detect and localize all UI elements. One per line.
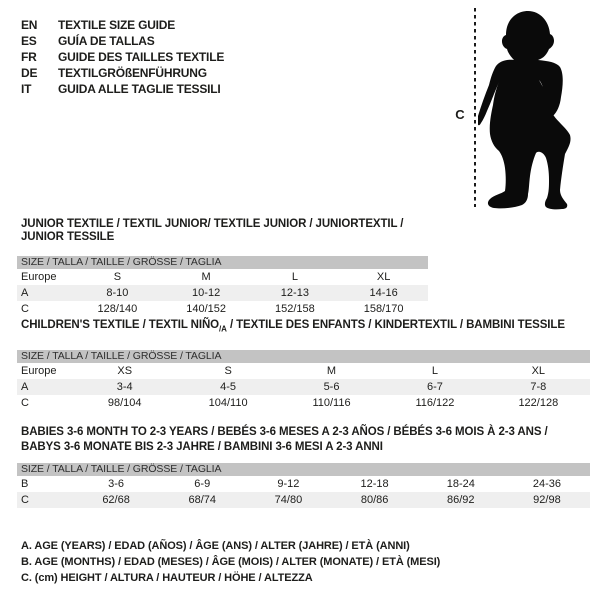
cell: 7-8 [530, 381, 547, 394]
table-row-europe [17, 363, 590, 379]
cell: M [201, 271, 211, 283]
language-code: EN [21, 18, 38, 32]
size-header-bar: SIZE / TALLA / TAILLE / GRÖSSE / TAGLIA [17, 350, 590, 363]
title-text: CHILDREN'S TEXTILE / TEXTIL NIÑO [21, 319, 220, 331]
cell: 6-9 [194, 478, 211, 490]
cell: 68/74 [188, 494, 217, 506]
title-text: / TEXTILE DES ENFANTS / KINDERTEXTIL / BAMBINI TESSILE [226, 319, 565, 331]
row-label: C [21, 494, 29, 506]
cell: XL [376, 271, 391, 283]
language-row-de [21, 65, 224, 81]
language-code: FR [21, 50, 37, 64]
cell: 8-10 [106, 287, 129, 299]
note-age-months: B. AGE (MONTHS) / EDAD (MESES) / ÂGE (MOIS) / ALTER (MONATE) / ETÀ (MESI) [21, 556, 441, 568]
cell: 24-36 [532, 478, 562, 490]
cell: 4-5 [220, 381, 237, 394]
table-title: JUNIOR TEXTILE / TEXTIL JUNIOR/ TEXTILE JUNIOR / JUNIORTEXTIL / JUNIOR TESSILE [21, 218, 404, 243]
row-label: C [21, 303, 29, 315]
height-measure-label: C [455, 107, 465, 122]
language-title: GUÍA DE TALLAS [58, 34, 155, 48]
cell: 12-18 [360, 478, 389, 490]
cell: 140/152 [186, 303, 226, 315]
title-subscript: /A [219, 324, 227, 334]
cell: 12-13 [280, 287, 309, 299]
legend-notes [21, 538, 440, 586]
cell: S [224, 365, 232, 378]
language-code: ES [21, 34, 37, 48]
row-label: A [21, 287, 29, 299]
language-title: GUIDA ALLE TAGLIE TESSILI [58, 82, 221, 96]
language-code: IT [21, 82, 32, 96]
language-title: TEXTILE SIZE GUIDE [58, 18, 176, 32]
cell: 6-7 [426, 381, 443, 394]
row-label: A [21, 381, 29, 394]
note-age-years: A. AGE (YEARS) / EDAD (AÑOS) / ÂGE (ANS) / ALTER (JAHRE) / ETÀ (ANNI) [21, 540, 410, 552]
cell: 86/92 [447, 494, 475, 506]
language-code: DE [21, 66, 38, 80]
table-row-height [17, 395, 590, 411]
toddler-silhouette-icon [478, 4, 590, 214]
cell: 98/104 [107, 397, 142, 410]
table-row-age [17, 285, 428, 301]
language-row-en [21, 17, 224, 33]
row-label: C [21, 397, 29, 410]
height-dashed-line [474, 8, 476, 207]
cell: 110/116 [312, 397, 351, 410]
cell: 158/170 [363, 303, 404, 315]
cell: M [326, 365, 337, 378]
table-title [21, 319, 590, 335]
language-title: GUIDE DES TAILLES TEXTILE [58, 50, 225, 64]
row-label: Europe [21, 365, 57, 378]
cell: L [291, 271, 298, 283]
children-textile-table [17, 319, 590, 411]
cell: 122/128 [518, 397, 559, 410]
cell: S [113, 271, 122, 283]
cell: 128/140 [97, 303, 138, 315]
size-header-bar: SIZE / TALLA / TAILLE / GRÖSSE / TAGLIA [17, 256, 428, 269]
cell: 5-6 [323, 381, 340, 394]
language-row-it [21, 81, 224, 97]
table-row-height [17, 301, 428, 317]
row-label: Europe [21, 271, 57, 283]
row-label: B [21, 478, 29, 490]
cell: XS [117, 365, 133, 378]
cell: 80/86 [360, 494, 389, 506]
table-row-age [17, 379, 590, 395]
language-title: TEXTILGRÖßENFÜHRUNG [58, 66, 207, 80]
cell: 104/110 [208, 397, 248, 410]
language-row-fr [21, 49, 224, 65]
babies-textile-table [17, 425, 590, 508]
table-title-line1: BABIES 3-6 MONTH TO 2-3 YEARS / BEBÉS 3-6 MESES A 2-3 AÑOS / BÉBÉS 3-6 MOIS À 2-3 ANS / [21, 426, 548, 438]
cell: 10-12 [192, 287, 221, 299]
language-header [21, 17, 224, 97]
note-height-cm: C. (cm) HEIGHT / ALTURA / HAUTEUR / HÖHE / ALTEZZA [21, 572, 313, 584]
cell: 14-16 [369, 287, 398, 299]
cell: 18-24 [446, 478, 475, 490]
cell: 9-12 [277, 478, 300, 490]
language-row-es [21, 33, 224, 49]
cell: 152/158 [274, 303, 315, 315]
cell: 3-4 [116, 381, 133, 394]
table-row-height [17, 492, 590, 508]
cell: 3-6 [108, 478, 125, 490]
junior-textile-table [17, 218, 428, 317]
cell: 74/80 [274, 494, 303, 506]
cell: 92/98 [533, 494, 561, 506]
cell: XL [531, 365, 546, 378]
size-header-bar: SIZE / TALLA / TAILLE / GRÖSSE / TAGLIA [17, 463, 590, 476]
cell: L [431, 365, 438, 378]
cell: 62/68 [102, 494, 130, 506]
cell: 116/122 [415, 397, 455, 410]
table-row-europe [17, 269, 428, 285]
table-row-age-months [17, 476, 590, 492]
table-title-line2: BABYS 3-6 MONATE BIS 2-3 JAHRE / BAMBINI 3-6 MESI A 2-3 ANNI [21, 441, 383, 453]
